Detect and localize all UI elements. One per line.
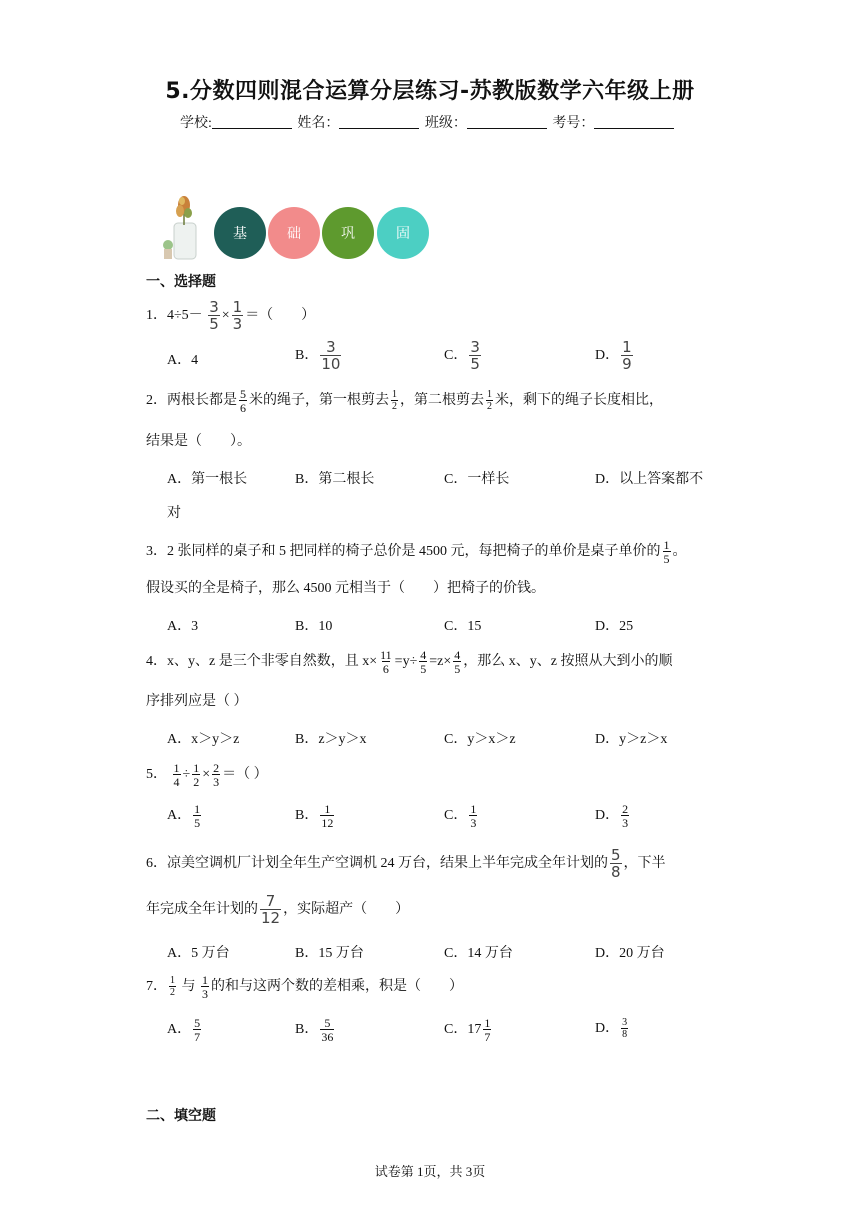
fraction: $\frac{1}{4}$ bbox=[173, 761, 180, 789]
banner-circle-2: 础 bbox=[268, 207, 320, 259]
name-blank[interactable] bbox=[339, 114, 419, 129]
school-label: 学校: bbox=[180, 116, 212, 131]
q6-option-d[interactable]: D．20 万台 bbox=[595, 946, 665, 961]
exam-number-blank[interactable] bbox=[594, 114, 674, 129]
q5-option-a[interactable]: A． $\frac{1}{5}$ bbox=[167, 802, 201, 830]
class-blank[interactable] bbox=[467, 114, 547, 129]
q3-option-c[interactable]: C．15 bbox=[444, 619, 482, 634]
q4-option-d[interactable]: D．y＞z＞x bbox=[595, 732, 668, 747]
fraction: $\frac{4}{5}$ bbox=[454, 648, 461, 676]
q4-option-c[interactable]: C．y＞x＞z bbox=[444, 732, 516, 747]
exam-number-label: 考号： bbox=[552, 116, 595, 131]
fraction: $\frac{1}{3}$ bbox=[202, 973, 208, 1001]
fraction: $\frac{11}{6}$ bbox=[380, 648, 392, 676]
q2-option-d-wrap: 对 bbox=[167, 506, 181, 521]
q2-option-a[interactable]: A．第一根长 bbox=[167, 472, 248, 487]
q4-option-a[interactable]: A．x＞y＞z bbox=[167, 732, 240, 747]
q3-option-d[interactable]: D．25 bbox=[595, 619, 634, 634]
question-7: 7． $\frac{1}{2}$ 与 $\frac{1}{3}$ 的和与这两个数的差相乘，积是（ ） bbox=[146, 973, 463, 1001]
q1-option-b[interactable]: B． $\frac{3}{10}$ bbox=[295, 338, 341, 373]
fraction: $\frac{2}{3}$ bbox=[213, 761, 220, 789]
fraction: $\frac{5}{8}$ bbox=[611, 846, 621, 881]
fraction: $\frac{5}{6}$ bbox=[240, 387, 246, 415]
q7-option-c[interactable]: C． 17 $\frac{1}{7}$ bbox=[444, 1016, 491, 1044]
q1-option-d[interactable]: D． $\frac{1}{9}$ bbox=[595, 338, 632, 373]
q1-option-c[interactable]: C． $\frac{3}{5}$ bbox=[444, 338, 480, 373]
q3-option-a[interactable]: A．3 bbox=[167, 619, 199, 634]
q7-option-a[interactable]: A． $\frac{5}{7}$ bbox=[167, 1016, 201, 1044]
fraction: $\frac{1}{7}$ bbox=[484, 1016, 491, 1044]
banner-circle-4: 固 bbox=[377, 207, 429, 259]
fraction: $\frac{1}{2}$ bbox=[392, 389, 397, 412]
question-6: 6．凉美空调机厂计划全年生产空调机 24 万台，结果上半年完成全年计划的 $\frac{5}{8}$ ，下半 bbox=[146, 846, 666, 881]
section-title-fill: 二、填空题 bbox=[146, 1109, 216, 1124]
question-6-line-2: 年完成全年计划的 $\frac{7}{12}$ ，实际超产（ ） bbox=[146, 892, 410, 927]
fraction: $\frac{1}{3}$ bbox=[232, 298, 243, 333]
question-5: 5． $\frac{1}{4}$ ÷ $\frac{1}{2}$ × $\frac{2}{3}$ ＝（ ） bbox=[146, 761, 268, 789]
q7-option-d[interactable]: D． $\frac{3}{8}$ bbox=[595, 1016, 628, 1040]
fraction: $\frac{3}{5}$ bbox=[209, 298, 219, 333]
fraction: $\frac{7}{12}$ bbox=[261, 892, 281, 927]
q6-option-b[interactable]: B．15 万台 bbox=[295, 946, 364, 961]
name-label: 姓名： bbox=[297, 116, 340, 131]
fraction: $\frac{5}{36}$ bbox=[321, 1016, 334, 1044]
fraction: $\frac{1}{2}$ bbox=[193, 761, 200, 789]
banner-circle-3: 巩 bbox=[322, 207, 374, 259]
q2-option-c[interactable]: C．一样长 bbox=[444, 472, 510, 487]
q6-option-a[interactable]: A．5 万台 bbox=[167, 946, 230, 961]
question-3: 3．2 张同样的桌子和 5 把同样的椅子总价是 4500 元，每把椅子的单价是桌子单价的 $\frac{1}{5}$ 。 bbox=[146, 538, 687, 566]
q2-option-b[interactable]: B．第二根长 bbox=[295, 472, 375, 487]
fraction: $\frac{3}{10}$ bbox=[321, 338, 341, 373]
q4-option-b[interactable]: B．z＞y＞x bbox=[295, 732, 367, 747]
fraction: $\frac{5}{7}$ bbox=[194, 1016, 201, 1044]
q5-option-c[interactable]: C． $\frac{1}{3}$ bbox=[444, 802, 477, 830]
fraction: $\frac{3}{8}$ bbox=[622, 1016, 628, 1040]
fraction: $\frac{1}{2}$ bbox=[487, 389, 492, 412]
fraction: $\frac{1}{3}$ bbox=[470, 802, 477, 830]
q1-option-a[interactable]: A．4 bbox=[167, 353, 199, 368]
question-2-line-2: 结果是（ ）。 bbox=[146, 434, 251, 449]
banner-circle-1: 基 bbox=[214, 207, 266, 259]
page-footer: 试卷第 1页，共 3页 bbox=[374, 1164, 486, 1179]
school-blank[interactable] bbox=[212, 114, 292, 129]
q7-option-b[interactable]: B． $\frac{5}{36}$ bbox=[295, 1016, 334, 1044]
class-label: 班级： bbox=[424, 116, 467, 131]
q5-option-b[interactable]: B． $\frac{1}{12}$ bbox=[295, 802, 334, 830]
fraction: $\frac{1}{9}$ bbox=[622, 338, 632, 373]
fraction: $\frac{1}{5}$ bbox=[663, 538, 670, 566]
q3-option-b[interactable]: B．10 bbox=[295, 619, 333, 634]
fraction: $\frac{1}{5}$ bbox=[194, 802, 201, 830]
question-4-line-2: 序排列应是（ ） bbox=[146, 694, 248, 709]
fraction: $\frac{4}{5}$ bbox=[420, 648, 427, 676]
section-title-choice: 一、选择题 bbox=[146, 275, 216, 290]
q5-option-d[interactable]: D． $\frac{2}{3}$ bbox=[595, 802, 629, 830]
question-2: 2．两根长都是 $\frac{5}{6}$ 米的绳子，第一根剪去 $\frac{1}{2}$ ，第二根剪去 $\frac{1}{2}$ 米，剩下的绳子长度相比， bbox=[146, 387, 663, 415]
question-1: 1．4÷5－ $\frac{3}{5}$ × $\frac{1}{3}$ ＝（ ） bbox=[146, 298, 316, 333]
question-4: 4．x、y、z 是三个非零自然数，且 x× $\frac{11}{6}$ =y÷ $\frac{4}{5}$ =z× $\frac{4}{5}$ ，那么 x、y、z 按照从大到小的顺 bbox=[146, 648, 673, 676]
student-info-line bbox=[180, 112, 676, 132]
fraction: $\frac{3}{5}$ bbox=[470, 338, 480, 373]
fraction: $\frac{1}{12}$ bbox=[321, 802, 334, 830]
potted-plant-icon bbox=[160, 195, 200, 261]
question-3-line-2: 假设买的全是椅子，那么 4500 元相当于（ ）把椅子的价钱。 bbox=[146, 581, 545, 596]
fraction: $\frac{1}{2}$ bbox=[170, 975, 175, 998]
q6-option-c[interactable]: C．14 万台 bbox=[444, 946, 513, 961]
q2-option-d[interactable]: D．以上答案都不 bbox=[595, 472, 704, 487]
fraction: $\frac{2}{3}$ bbox=[622, 802, 629, 830]
page-title: 5.分数四则混合运算分层练习-苏教版数学六年级上册 bbox=[165, 79, 695, 104]
